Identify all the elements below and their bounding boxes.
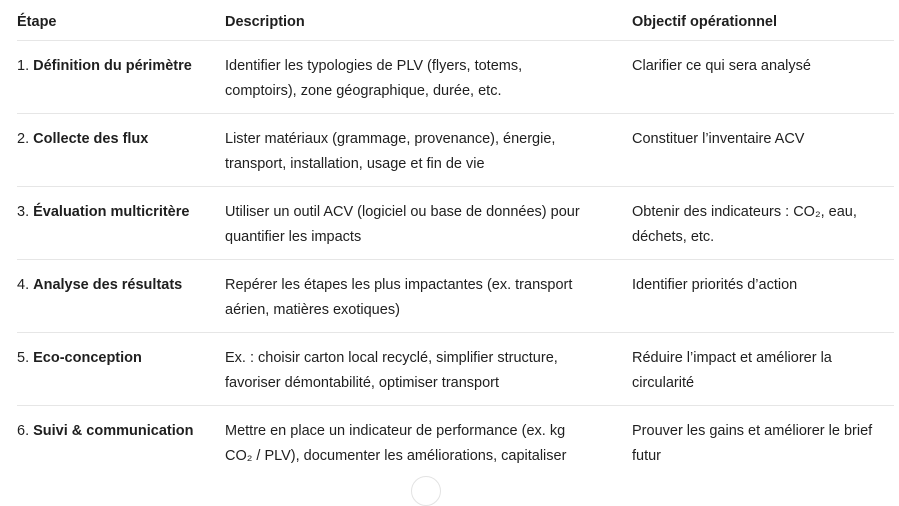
step-name: Définition du périmètre — [33, 58, 192, 74]
table-row — [17, 406, 894, 479]
description-line: comptoirs), zone géographique, durée, etc. — [225, 83, 502, 99]
description-line: Mettre en place un indicateur de performance (ex. kg — [225, 423, 566, 439]
steps-table — [17, 0, 894, 479]
table-row — [17, 333, 894, 406]
description-line: Lister matériaux (grammage, provenance), énergie, — [225, 131, 556, 147]
step-number: 1. — [17, 58, 34, 74]
objective-line: Constituer l’inventaire ACV — [632, 131, 805, 147]
description-line: CO₂ / PLV), documenter les améliorations, capitaliser — [225, 448, 567, 464]
objective-line: Réduire l’impact et améliorer la — [632, 350, 832, 366]
scroll-down-button[interactable] — [411, 476, 441, 506]
description-line: Repérer les étapes les plus impactantes (ex. transport — [225, 277, 573, 293]
description-line: favoriser démontabilité, optimiser transport — [225, 375, 500, 391]
description-line: Identifier les typologies de PLV (flyers, totems, — [225, 58, 523, 74]
step-cell — [17, 419, 225, 479]
description-cell — [225, 54, 632, 113]
step-number: 6. — [17, 423, 34, 439]
objective-cell — [632, 273, 894, 332]
description-cell — [225, 273, 632, 332]
table-row — [17, 187, 894, 260]
description-line: aérien, matières exotiques) — [225, 302, 400, 318]
description-cell — [225, 127, 632, 186]
table-row — [17, 114, 894, 187]
step-cell — [17, 273, 225, 332]
table-header-row — [17, 0, 894, 41]
objective-line: futur — [632, 448, 662, 464]
step-name: Analyse des résultats — [33, 277, 183, 293]
description-line: quantifier les impacts — [225, 229, 362, 245]
objective-line: circularité — [632, 375, 695, 391]
header-objective: Objectif opérationnel — [632, 13, 778, 30]
table-row — [17, 41, 894, 114]
step-cell — [17, 200, 225, 259]
step-name: Évaluation multicritère — [33, 204, 190, 220]
header-description: Description — [225, 13, 305, 30]
step-number: 3. — [17, 204, 34, 220]
objective-line: Clarifier ce qui sera analysé — [632, 58, 811, 74]
step-name: Collecte des flux — [33, 131, 149, 147]
objective-line: Prouver les gains et améliorer le brief — [632, 423, 873, 439]
objective-line: déchets, etc. — [632, 229, 715, 245]
step-cell — [17, 346, 225, 405]
objective-cell — [632, 127, 894, 186]
step-number: 5. — [17, 350, 34, 366]
step-name: Eco-conception — [33, 350, 142, 366]
objective-cell — [632, 346, 894, 405]
step-cell — [17, 127, 225, 186]
objective-cell — [632, 200, 894, 259]
objective-line: Identifier priorités d’action — [632, 277, 798, 293]
description-cell — [225, 200, 632, 259]
header-step: Étape — [17, 13, 57, 30]
step-number: 4. — [17, 277, 34, 293]
step-cell — [17, 54, 225, 113]
objective-line: Obtenir des indicateurs : CO₂, eau, — [632, 204, 857, 220]
step-name: Suivi & communication — [33, 423, 194, 439]
step-number: 2. — [17, 131, 34, 147]
description-cell — [225, 346, 632, 405]
description-cell — [225, 419, 632, 479]
description-line: Utiliser un outil ACV (logiciel ou base de données) pour — [225, 204, 580, 220]
table-row — [17, 260, 894, 333]
objective-cell — [632, 419, 894, 479]
objective-cell — [632, 54, 894, 113]
description-line: transport, installation, usage et fin de vie — [225, 156, 485, 172]
description-line: Ex. : choisir carton local recyclé, simplifier structure, — [225, 350, 558, 366]
